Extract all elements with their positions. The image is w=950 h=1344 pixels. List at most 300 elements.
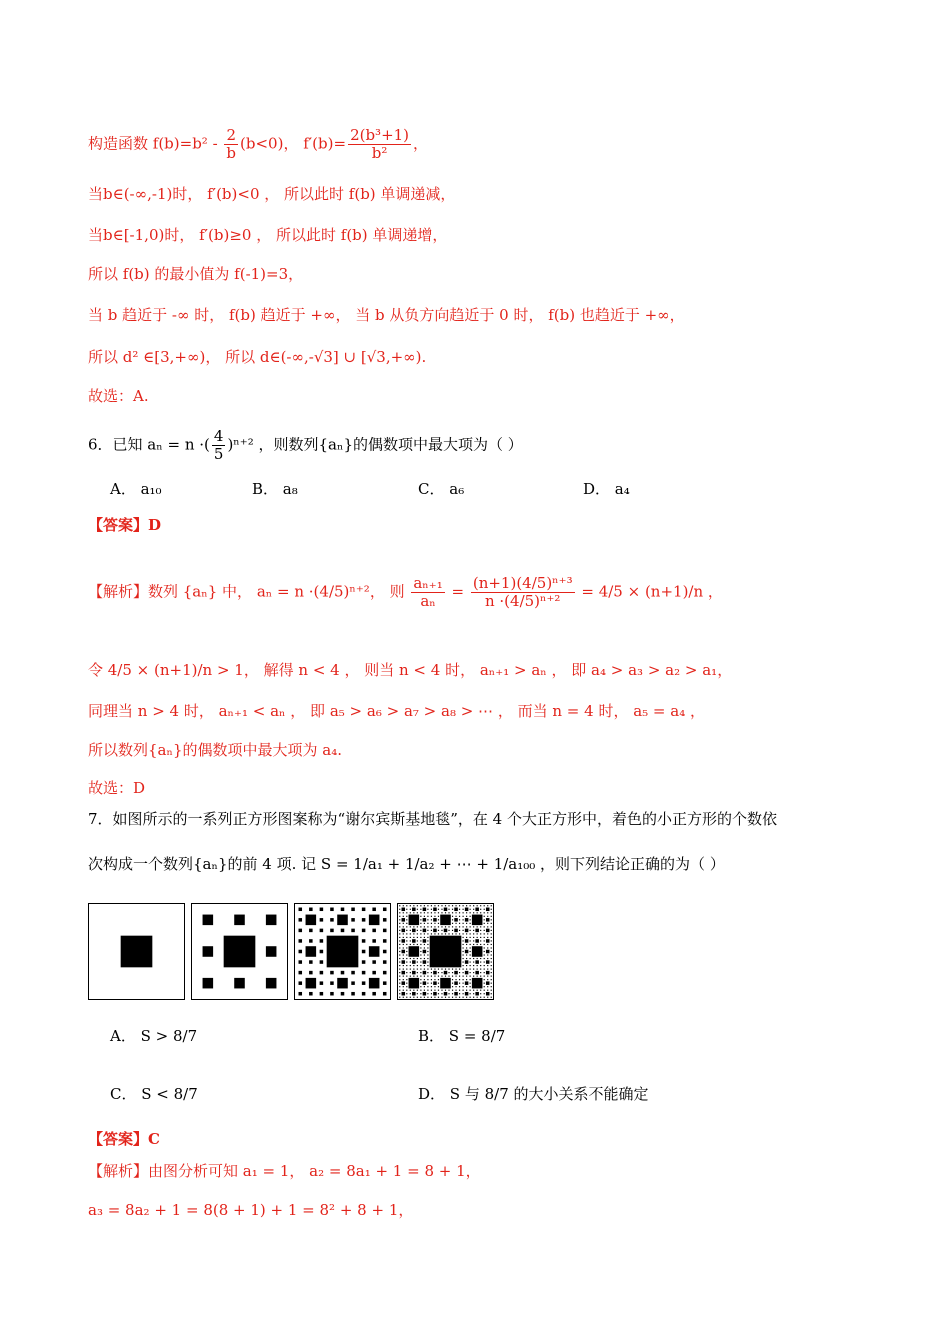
carpet-square — [372, 929, 376, 933]
carpet-square — [406, 947, 407, 948]
carpet-square — [299, 939, 303, 943]
carpet-square — [463, 937, 464, 938]
carpet-square — [491, 983, 492, 984]
carpet-square — [430, 936, 462, 968]
carpet-square — [424, 969, 425, 970]
carpet-square — [484, 972, 485, 973]
carpet-square — [413, 965, 414, 966]
carpet-square — [399, 979, 400, 980]
carpet-square — [420, 933, 421, 934]
carpet-square — [399, 954, 400, 955]
carpet-square — [491, 937, 492, 938]
carpet-square — [465, 929, 469, 933]
carpet-square — [466, 923, 467, 924]
carpet-square — [448, 909, 449, 910]
carpet-square — [480, 990, 481, 991]
carpet-square — [427, 909, 428, 910]
carpet-square — [473, 926, 474, 927]
carpet-square — [434, 986, 435, 987]
carpet-square — [420, 923, 421, 924]
carpet-square — [470, 940, 471, 941]
carpet-square — [463, 940, 464, 941]
carpet-square — [463, 947, 464, 948]
fraction — [471, 575, 575, 610]
carpet-square — [427, 944, 428, 945]
carpet-square — [454, 918, 458, 922]
carpet-square — [470, 916, 471, 917]
carpet-square — [463, 905, 464, 906]
q6-option-c[interactable]: C． a₆ — [418, 480, 465, 498]
carpet-square — [266, 915, 277, 926]
carpet-square — [486, 960, 490, 964]
carpet-square — [463, 969, 464, 970]
carpet-square — [399, 905, 400, 906]
carpet-square — [409, 946, 420, 957]
carpet-square — [403, 916, 404, 917]
carpet-square — [406, 993, 407, 994]
carpet-square — [491, 905, 492, 906]
carpet-square — [420, 912, 421, 913]
carpet-square — [475, 971, 479, 975]
carpet-square — [487, 997, 488, 998]
carpet-square — [491, 976, 492, 977]
carpet-square — [320, 939, 324, 943]
carpet-square — [424, 965, 425, 966]
carpet-square — [484, 958, 485, 959]
carpet-square — [470, 976, 471, 977]
carpet-square — [402, 950, 406, 954]
carpet-square — [480, 965, 481, 966]
carpet-square — [309, 960, 313, 964]
carpet-square — [438, 993, 439, 994]
carpet-square — [372, 960, 376, 964]
carpet-square — [473, 976, 474, 977]
carpet-square — [466, 947, 467, 948]
carpet-square — [406, 954, 407, 955]
carpet-square — [409, 915, 420, 926]
carpet-square — [470, 990, 471, 991]
carpet-square — [372, 971, 376, 975]
carpet-square — [420, 958, 421, 959]
carpet-square — [362, 981, 366, 985]
carpet-square — [491, 909, 492, 910]
carpet-square — [438, 972, 439, 973]
solution-6-line-3: 同理当 n > 4 时， aₙ₊₁ < aₙ ， 即 a₅ > a₆ > a₇ > a₈ > ⋯ ， 而当 n = 4 时， a₅ = a₄ ， — [88, 702, 705, 720]
carpet-square — [320, 918, 324, 922]
carpet-square — [399, 940, 400, 941]
q7-option-c[interactable]: C． S < 8/7 — [110, 1085, 198, 1103]
denominator: b — [226, 144, 237, 162]
carpet-square — [427, 972, 428, 973]
carpet-square — [463, 979, 464, 980]
carpet-square — [412, 929, 416, 933]
carpet-square — [445, 912, 446, 913]
carpet-square — [337, 978, 348, 989]
carpet-square — [424, 944, 425, 945]
carpet-square — [351, 981, 355, 985]
denominator: b² — [371, 144, 388, 162]
carpet-square — [413, 926, 414, 927]
carpet-square — [484, 944, 485, 945]
carpet-square — [480, 912, 481, 913]
carpet-square — [424, 976, 425, 977]
carpet-square — [406, 933, 407, 934]
carpet-square — [452, 923, 453, 924]
carpet-square — [487, 958, 488, 959]
carpet-square — [473, 990, 474, 991]
carpet-square — [463, 965, 464, 966]
carpet-square — [351, 918, 355, 922]
carpet-square — [444, 971, 448, 975]
carpet-square — [441, 976, 442, 977]
carpet-square — [399, 976, 400, 977]
text-segment: ， — [413, 134, 429, 153]
carpet-square — [470, 983, 471, 984]
carpet-square — [459, 997, 460, 998]
denominator: n ·(4/5)ⁿ⁺² — [484, 592, 561, 610]
carpet-square — [410, 926, 411, 927]
carpet-square — [420, 993, 421, 994]
carpet-square — [403, 976, 404, 977]
carpet-square — [406, 979, 407, 980]
fraction — [212, 428, 226, 463]
carpet-square — [448, 912, 449, 913]
carpet-square — [455, 986, 456, 987]
carpet-square — [399, 916, 400, 917]
carpet-square — [463, 944, 464, 945]
carpet-square — [121, 936, 153, 968]
carpet-square — [466, 969, 467, 970]
solution-line-minimum: 所以 f(b) 的最小值为 f(-1)=3， — [88, 265, 304, 283]
carpet-square — [466, 954, 467, 955]
carpet-square — [480, 976, 481, 977]
carpet-square — [399, 930, 400, 931]
carpet-svg-4 — [398, 904, 493, 999]
carpet-square — [438, 930, 439, 931]
carpet-square — [402, 908, 406, 912]
q7-option-d[interactable]: D． S 与 8/7 的大小关系不能确定 — [418, 1085, 649, 1103]
carpet-square — [417, 905, 418, 906]
carpet-square — [484, 969, 485, 970]
carpet-square — [427, 923, 428, 924]
carpet-square — [452, 983, 453, 984]
carpet-square — [341, 992, 345, 996]
carpet-square — [465, 908, 469, 912]
carpet-square — [362, 960, 366, 964]
numerator: aₙ₊₁ — [413, 574, 443, 592]
q6-option-a[interactable]: A． a₁₀ — [110, 480, 162, 498]
carpet-square — [431, 972, 432, 973]
carpet-square — [306, 946, 317, 957]
q7-option-a[interactable]: A． S > 8/7 — [110, 1027, 198, 1045]
carpet-square — [487, 990, 488, 991]
text-segment: 【解析】数列 {aₙ} 中， aₙ = n ·(4/5)ⁿ⁺²， 则 — [88, 582, 410, 601]
carpet-square — [491, 986, 492, 987]
carpet-square — [459, 976, 460, 977]
carpet-square — [477, 965, 478, 966]
carpet-square — [427, 937, 428, 938]
carpet-square — [431, 933, 432, 934]
carpet-square — [423, 908, 427, 912]
carpet-square — [487, 965, 488, 966]
carpet-square — [320, 908, 324, 912]
carpet-square — [477, 937, 478, 938]
carpet-square — [203, 915, 214, 926]
carpet-square — [427, 990, 428, 991]
carpet-square — [309, 929, 313, 933]
carpet-square — [487, 923, 488, 924]
q6-option-b[interactable]: B． a₈ — [252, 480, 298, 498]
carpet-square — [403, 965, 404, 966]
carpet-square — [424, 905, 425, 906]
carpet-square — [466, 916, 467, 917]
q6-option-d[interactable]: D． a₄ — [583, 480, 630, 498]
carpet-square — [484, 993, 485, 994]
carpet-square — [433, 971, 437, 975]
carpet-square — [413, 958, 414, 959]
carpet-square — [369, 915, 380, 926]
carpet-square — [383, 992, 387, 996]
carpet-square — [330, 971, 334, 975]
carpet-square — [341, 929, 345, 933]
carpet-square — [431, 983, 432, 984]
carpet-square — [399, 961, 400, 962]
carpet-square — [459, 933, 460, 934]
carpet-square — [459, 912, 460, 913]
carpet-square — [423, 939, 427, 943]
carpet-square — [484, 961, 485, 962]
carpet-square — [448, 997, 449, 998]
carpet-square — [454, 929, 458, 933]
carpet-square — [434, 969, 435, 970]
carpet-square — [487, 933, 488, 934]
carpet-square — [351, 908, 355, 912]
carpet-square — [433, 981, 437, 985]
carpet-square — [452, 926, 453, 927]
carpet-square — [491, 997, 492, 998]
carpet-square — [438, 933, 439, 934]
carpet-square — [477, 969, 478, 970]
carpet-square — [484, 951, 485, 952]
carpet-square — [412, 908, 416, 912]
carpet-square — [431, 990, 432, 991]
carpet-square — [417, 961, 418, 962]
carpet-square — [480, 937, 481, 938]
carpet-square — [412, 939, 416, 943]
carpet-square — [383, 908, 387, 912]
carpet-svg-1 — [89, 904, 184, 999]
carpet-square — [448, 976, 449, 977]
question-7-line-1: 7．如图所示的一系列正方形图案称为“谢尔宾斯基地毯”，在 4 个大正方形中，着色的小正方形的个数依 — [88, 810, 777, 828]
carpet-square — [465, 960, 469, 964]
carpet-square — [470, 909, 471, 910]
carpet-square — [410, 993, 411, 994]
carpet-square — [484, 933, 485, 934]
carpet-square — [491, 993, 492, 994]
carpet-svg-3 — [295, 904, 390, 999]
carpet-square — [427, 958, 428, 959]
solution-6-line-4: 所以数列{aₙ}的偶数项中最大项为 a₄. — [88, 741, 343, 759]
carpet-square — [372, 908, 376, 912]
carpet-square — [455, 976, 456, 977]
carpet-square — [410, 937, 411, 938]
carpet-square — [434, 976, 435, 977]
carpet-square — [484, 926, 485, 927]
carpet-square — [424, 990, 425, 991]
carpet-square — [402, 929, 406, 933]
carpet-square — [417, 965, 418, 966]
carpet-square — [224, 936, 256, 968]
carpet-square — [463, 954, 464, 955]
carpet-square — [470, 926, 471, 927]
carpet-square — [473, 958, 474, 959]
carpet-square — [480, 940, 481, 941]
carpet-square — [480, 926, 481, 927]
carpet-square — [452, 997, 453, 998]
carpet-square — [427, 961, 428, 962]
solution-6-line-2: 令 4/5 × (n+1)/n > 1， 解得 n < 4 ， 则当 n < 4 时， aₙ₊₁ > aₙ ， 即 a₄ > a₃ > a₂ > a₁， — [88, 661, 733, 679]
carpet-square — [423, 971, 427, 975]
carpet-square — [362, 950, 366, 954]
carpet-square — [403, 937, 404, 938]
carpet-square — [362, 918, 366, 922]
carpet-square — [403, 997, 404, 998]
carpet-square — [452, 990, 453, 991]
carpet-square — [420, 954, 421, 955]
carpet-square — [448, 930, 449, 931]
carpet-square — [445, 926, 446, 927]
q7-option-b[interactable]: B． S = 8/7 — [418, 1027, 506, 1045]
carpet-square — [452, 909, 453, 910]
carpet-square — [463, 993, 464, 994]
carpet-square — [406, 926, 407, 927]
carpet-square — [402, 939, 406, 943]
carpet-square — [320, 950, 324, 954]
carpet-square — [452, 979, 453, 980]
fraction — [224, 127, 238, 162]
carpet-square — [438, 979, 439, 980]
carpet-square — [413, 976, 414, 977]
carpet-square — [484, 947, 485, 948]
carpet-square — [424, 958, 425, 959]
carpet-square — [473, 965, 474, 966]
answer-7: 【答案】C — [88, 1130, 160, 1148]
carpet-square — [438, 976, 439, 977]
carpet-square — [369, 946, 380, 957]
carpet-square — [487, 969, 488, 970]
carpet-square — [484, 930, 485, 931]
carpet-square — [320, 992, 324, 996]
carpet-square — [420, 940, 421, 941]
carpet-square — [486, 908, 490, 912]
carpet-square — [423, 992, 427, 996]
carpet-square — [431, 919, 432, 920]
carpet-square — [406, 919, 407, 920]
carpet-square — [403, 958, 404, 959]
carpet-square — [417, 912, 418, 913]
carpet-square — [459, 926, 460, 927]
carpet-square — [477, 905, 478, 906]
carpet-square — [413, 937, 414, 938]
carpet-square — [438, 926, 439, 927]
carpet-square — [491, 933, 492, 934]
carpet-square — [480, 958, 481, 959]
carpet-square — [475, 939, 479, 943]
carpet-svg-2 — [192, 904, 287, 999]
solution-7-line-2: a₃ = 8a₂ + 1 = 8(8 + 1) + 1 = 8² + 8 + 1， — [88, 1201, 414, 1219]
carpet-square — [491, 926, 492, 927]
carpet-square — [410, 958, 411, 959]
carpet-square — [477, 990, 478, 991]
fraction — [348, 127, 411, 162]
carpet-square — [420, 997, 421, 998]
carpet-square — [412, 960, 416, 964]
carpet-square — [480, 972, 481, 973]
carpet-square — [434, 923, 435, 924]
carpet-square — [473, 937, 474, 938]
carpet-square — [465, 950, 469, 954]
carpet-square — [420, 990, 421, 991]
carpet-square — [487, 979, 488, 980]
carpet-square — [487, 947, 488, 948]
carpet-square — [466, 979, 467, 980]
carpet-square — [417, 976, 418, 977]
carpet-square — [383, 971, 387, 975]
carpet-square — [470, 905, 471, 906]
carpet-square — [413, 944, 414, 945]
fraction — [411, 575, 444, 610]
carpet-square — [466, 926, 467, 927]
carpet-square — [440, 978, 451, 989]
carpet-square — [491, 965, 492, 966]
carpet-square — [424, 926, 425, 927]
carpet-square — [424, 912, 425, 913]
carpet-square — [327, 936, 359, 968]
carpet-square — [487, 912, 488, 913]
carpet-square — [434, 905, 435, 906]
carpet-square — [465, 939, 469, 943]
carpet-square — [445, 905, 446, 906]
carpet-square — [266, 978, 277, 989]
carpet-square — [448, 969, 449, 970]
carpet-square — [452, 916, 453, 917]
carpet-square — [455, 916, 456, 917]
carpet-square — [406, 986, 407, 987]
carpet-square — [484, 919, 485, 920]
carpet-square — [424, 979, 425, 980]
carpet-square — [399, 909, 400, 910]
carpet-square — [452, 912, 453, 913]
carpet-square — [470, 912, 471, 913]
carpet-square — [441, 997, 442, 998]
carpet-square — [463, 912, 464, 913]
carpet-square — [466, 944, 467, 945]
carpet-square — [427, 951, 428, 952]
solution-line-range: 所以 d² ∈[3,+∞)， 所以 d∈(-∞,-√3] ∪ [√3,+∞). — [88, 348, 427, 366]
carpet-square — [309, 908, 313, 912]
carpet-square — [484, 916, 485, 917]
carpet-square — [423, 950, 427, 954]
carpet-square — [472, 946, 483, 957]
carpet-square — [399, 965, 400, 966]
carpet-square — [438, 986, 439, 987]
carpet-square — [441, 990, 442, 991]
carpet-square — [399, 919, 400, 920]
carpet-square — [448, 926, 449, 927]
carpet-square — [383, 939, 387, 943]
carpet-square — [351, 971, 355, 975]
carpet-square — [402, 971, 406, 975]
